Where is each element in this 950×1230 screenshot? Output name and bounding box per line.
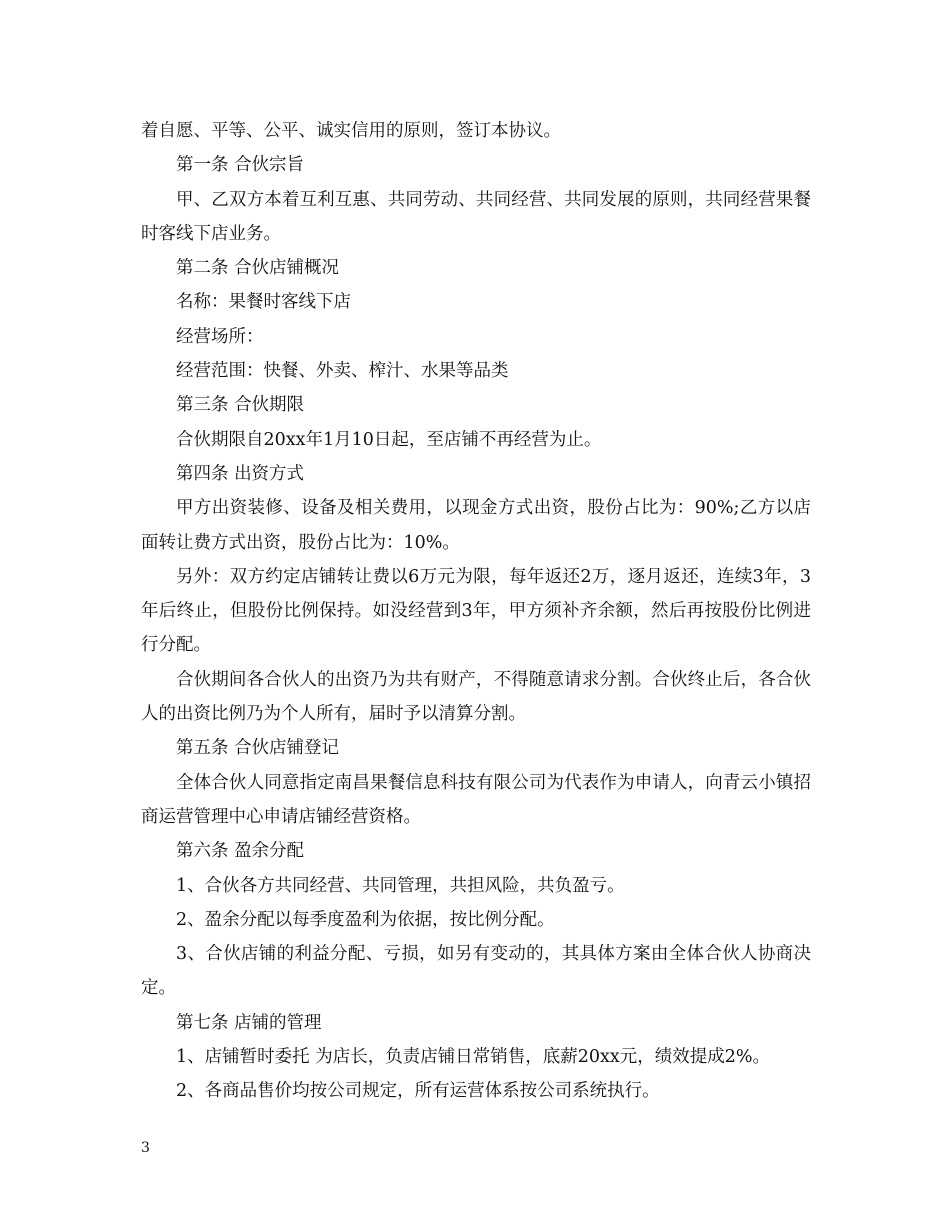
paragraph: 经营范围：快餐、外卖、榨汁、水果等品类 [176, 361, 509, 382]
paragraph: 合伙期限自20xx年1月10日起，至店铺不再经营为止。 [176, 429, 602, 450]
article-heading: 第二条 合伙店铺概况 [176, 258, 340, 279]
paragraph: 甲方出资装修、设备及相关费用，以现金方式出资，股份占比为：90%;乙方以店面转让费方式出资，股份占比为：10%。 [141, 498, 811, 553]
paragraph: 合伙期间各合伙人的出资乃为共有财产，不得随意请求分割。合伙终止后，各合伙人的出资比例乃为个人所有，届时予以清算分割。 [141, 669, 811, 725]
list-item: 2、各商品售价均按公司规定，所有运营体系按公司系统执行。 [176, 1081, 660, 1102]
document-body [141, 114, 811, 1109]
paragraph: 着自愿、平等、公平、诚实信用的原则，签订本协议。 [141, 121, 561, 141]
list-item: 1、店铺暂时委托 为店长，负责店铺日常销售，底薪20xx元，绩效提成2%。 [176, 1047, 770, 1068]
article-heading: 第一条 合伙宗旨 [176, 155, 305, 176]
article-heading: 第七条 店铺的管理 [176, 1012, 322, 1033]
paragraph: 甲、乙双方本着互利互惠、共同劳动、共同经营、共同发展的原则，共同经营果餐时客线下店业务。 [141, 189, 811, 244]
list-item: 3、合伙店铺的利益分配、亏损，如另有变动的，其具体方案由全体合伙人协商决定。 [141, 944, 811, 999]
list-item: 1、合伙各方共同经营、共同管理，共担风险，共负盈亏。 [176, 875, 625, 896]
article-heading: 第六条 盈余分配 [176, 841, 305, 862]
article-heading: 第四条 出资方式 [176, 463, 305, 484]
paragraph: 全体合伙人同意指定南昌果餐信息科技有限公司为代表作为申请人，向青云小镇招商运营管理中心申请店铺经营资格。 [141, 772, 811, 827]
paragraph: 经营场所： [176, 326, 264, 347]
article-heading: 第三条 合伙期限 [176, 395, 305, 416]
list-item: 2、盈余分配以每季度盈利为依据，按比例分配。 [176, 909, 555, 930]
page-number: 3 [141, 1140, 150, 1156]
paragraph: 另外：双方约定店铺转让费以6万元为限，每年返还2万，逐月返还，连续3年，3年后终止，但股份比例保持。如没经营到3年，甲方须补齐余额，然后再按股份比例进行分配。 [141, 566, 811, 656]
article-heading: 第五条 合伙店铺登记 [176, 738, 340, 759]
paragraph: 名称：果餐时客线下店 [176, 292, 351, 313]
